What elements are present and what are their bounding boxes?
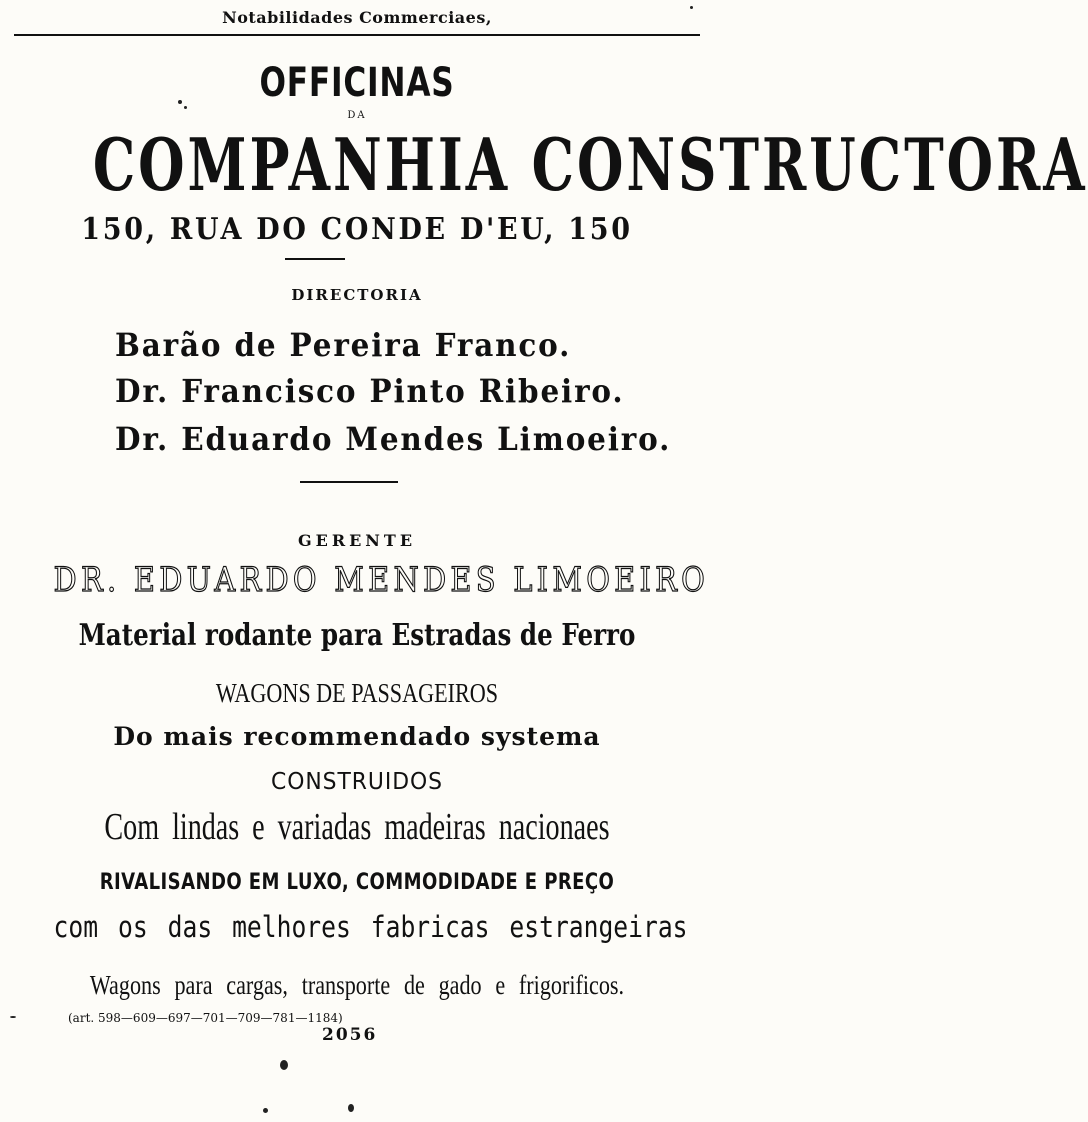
- ink-speck: [178, 100, 182, 104]
- ink-speck: [280, 1060, 288, 1070]
- gerente-name: DR. EDUARDO MENDES LIMOEIRO: [53, 560, 710, 600]
- material-line: Material rodante para Estradas de Ferro: [78, 618, 636, 653]
- ad-title: OFFICINAS: [259, 60, 455, 106]
- ink-speck: [348, 1104, 354, 1112]
- ad-number: 2056: [322, 1025, 378, 1045]
- rivalisando-line: RIVALISANDO EM LUXO, COMMODIDADE E PREÇO: [99, 870, 615, 895]
- article-references: (art. 598—609—697—701—709—781—1184): [68, 1011, 343, 1025]
- ink-speck: [184, 106, 187, 109]
- cargas-line: Wagons para cargas, transporte de gado e frigorificos.: [89, 970, 625, 1000]
- ink-speck: [690, 6, 693, 9]
- construidos-line: CONSTRUIDOS: [271, 769, 443, 795]
- director-1: Barão de Pereira Franco.: [115, 326, 572, 364]
- company-address: 150, RUA DO CONDE D'EU, 150: [81, 212, 633, 247]
- directors-rule: [300, 481, 398, 483]
- systema-line: Do mais recommendado systema: [113, 722, 601, 751]
- gerente-heading: GERENTE: [297, 531, 417, 550]
- running-head: Notabilidades Commerciaes,: [222, 8, 492, 27]
- fabricas-line: com os das melhores fabricas estrangeiras: [53, 910, 688, 944]
- company-name: COMPANHIA CONSTRUCTORA: [92, 122, 1088, 207]
- ad-da: DA: [347, 110, 367, 121]
- ink-speck: [263, 1108, 268, 1113]
- director-2: Dr. Francisco Pinto Ribeiro.: [115, 372, 625, 410]
- madeiras-line: Com lindas e variadas madeiras nacionaes: [104, 806, 610, 848]
- director-3: Dr. Eduardo Mendes Limoeiro.: [115, 420, 672, 458]
- ink-speck: [10, 1016, 16, 1018]
- directoria-heading: DIRECTORIA: [291, 286, 423, 304]
- header-rule: [14, 34, 700, 36]
- wagons-passageiros-line: WAGONS DE PASSAGEIROS: [215, 678, 499, 708]
- address-rule: [285, 258, 345, 260]
